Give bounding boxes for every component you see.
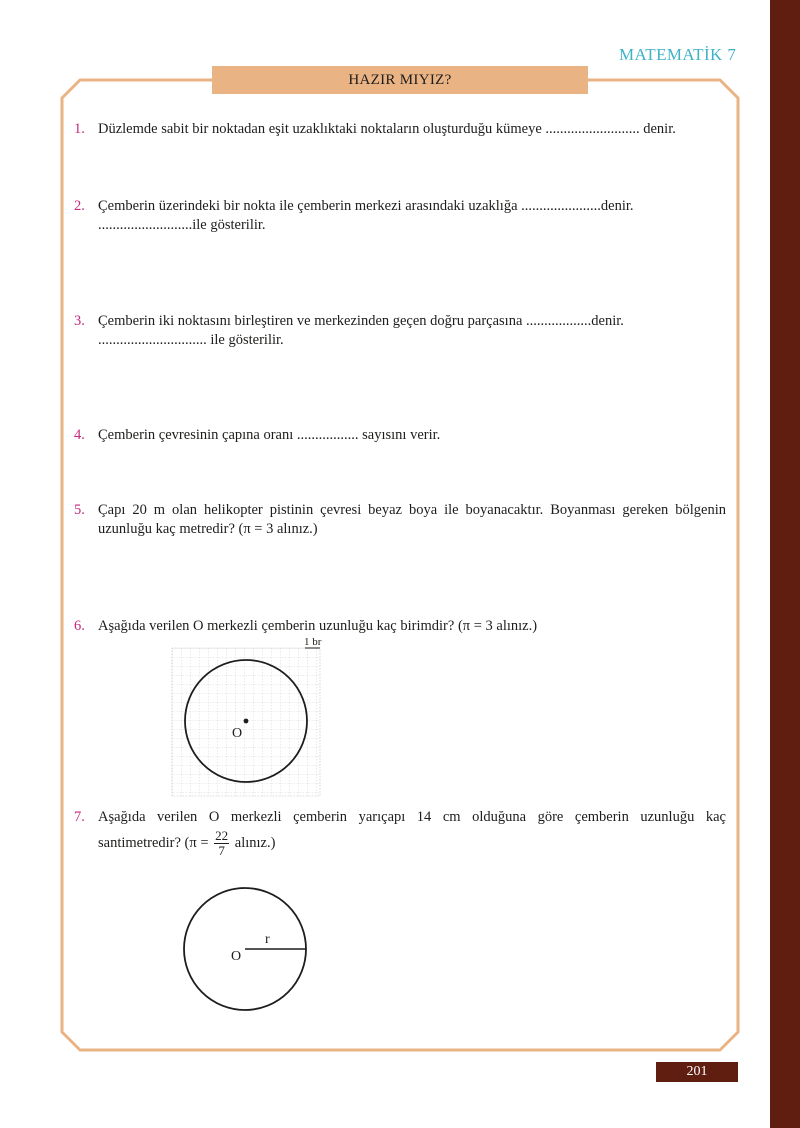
question-text: ..........................ile gösterilir. [98, 217, 266, 233]
subject-header: MATEMATİK 7 [619, 45, 737, 64]
pi-fraction [214, 829, 229, 858]
question-1 [74, 120, 726, 139]
fraction-numerator: 22 [215, 828, 229, 843]
question-text: Düzlemde sabit bir noktadan eşit uzaklıktaki noktaların oluşturduğu kümeye .......................... denir. [98, 121, 676, 137]
question-text: .............................. ile gösterilir. [98, 332, 284, 348]
center-label: O [231, 949, 242, 964]
question-4 [74, 426, 726, 445]
page-number [656, 1062, 738, 1082]
question-text: Aşağıda verilen O merkezli çemberin yarıçapı 14 cm olduğuna göre çemberin uzunluğu kaç [98, 809, 726, 825]
fraction-denominator: 7 [218, 843, 225, 858]
question-number: 6. [74, 618, 85, 634]
question-number: 2. [74, 198, 85, 214]
question-number: 1. [74, 121, 85, 137]
question-7 [74, 808, 726, 858]
unit-label: 1 br [304, 636, 322, 648]
center-dot [244, 719, 249, 724]
question-text: Çemberin üzerindeki bir nokta ile çemberin merkezi arasındaki uzaklığa ......................denir. [98, 198, 634, 214]
side-bar [770, 0, 800, 1128]
figure-7-circle [180, 884, 320, 1024]
question-2 [74, 197, 726, 235]
question-5 [74, 501, 726, 539]
question-number: 4. [74, 427, 85, 443]
question-text: Aşağıda verilen O merkezli çemberin uzunluğu kaç birimdir? (π = 3 alınız.) [98, 618, 538, 634]
question-text-end: alınız.) [234, 834, 276, 851]
question-3 [74, 312, 726, 350]
question-number: 7. [74, 809, 85, 825]
question-text: Çapı 20 m olan helikopter pistinin çevresi beyaz boya ile boyanacaktır. Boyanması gereken bölgenin uzunluğu kaç metredir? (π = 3 alınız.) [98, 502, 726, 537]
question-text: Çemberin çevresinin çapına oranı ................. sayısını verir. [98, 427, 441, 443]
question-text-cont: santimetredir? (π = [98, 834, 209, 851]
radius-label: r [265, 932, 270, 947]
question-number: 5. [74, 502, 85, 518]
figure-6-grid-circle [160, 632, 330, 802]
question-number: 3. [74, 313, 85, 329]
center-label: O [232, 726, 243, 741]
section-title-text: HAZIR MIYIZ? [348, 71, 452, 88]
question-text: Çemberin iki noktasını birleştiren ve merkezinden geçen doğru parçasına ..................denir. [98, 313, 624, 329]
section-title [212, 66, 588, 94]
page-number-text: 201 [686, 1064, 708, 1079]
